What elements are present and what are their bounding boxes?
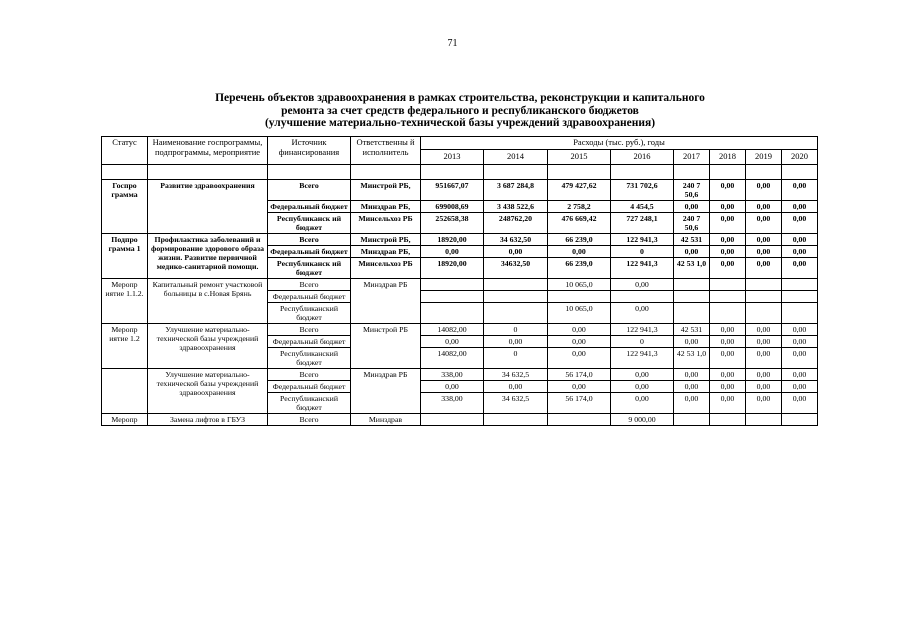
value-cell: 0,00 <box>674 335 710 347</box>
table-row <box>102 233 818 245</box>
value-cell: 0,00 <box>782 245 818 257</box>
row-source: Республиканск ий бюджет <box>268 257 351 278</box>
row-responsible: Минсельхоз РБ <box>351 257 421 278</box>
value-cell: 0,00 <box>421 335 484 347</box>
value-cell <box>421 290 484 302</box>
value-cell: 0,00 <box>746 368 782 380</box>
value-cell: 0,00 <box>746 257 782 278</box>
header-status: Статус <box>102 137 148 165</box>
value-cell: 338,00 <box>421 368 484 380</box>
value-cell: 0,00 <box>611 368 674 380</box>
value-cell <box>548 290 611 302</box>
value-cell: 0,00 <box>746 179 782 200</box>
row-status: Подпро грамма 1 <box>102 233 148 278</box>
spacer-row <box>102 164 818 179</box>
value-cell: 66 239,0 <box>548 233 611 245</box>
value-cell: 0,00 <box>782 380 818 392</box>
value-cell <box>674 278 710 290</box>
value-cell <box>484 413 548 425</box>
value-cell: 0,00 <box>782 347 818 368</box>
row-name: Капитальный ремонт участковой больницы в с.Новая Брянь <box>148 278 268 323</box>
row-responsible: Минздрав РБ <box>351 278 421 323</box>
value-cell: 0,00 <box>782 368 818 380</box>
value-cell <box>782 278 818 290</box>
value-cell: 10 065,0 <box>548 302 611 323</box>
value-cell: 9 000,00 <box>611 413 674 425</box>
value-cell: 0,00 <box>421 245 484 257</box>
value-cell <box>674 413 710 425</box>
value-cell <box>421 302 484 323</box>
value-cell: 0,00 <box>710 380 746 392</box>
value-cell: 727 248,1 <box>611 212 674 233</box>
value-cell: 34 632,5 <box>484 368 548 380</box>
row-source: Федеральный бюджет <box>268 335 351 347</box>
value-cell <box>710 302 746 323</box>
page-number: 71 <box>447 38 458 49</box>
value-cell: 42 531 <box>674 233 710 245</box>
row-source: Всего <box>268 278 351 290</box>
header-name: Наименование госпрограммы, подпрограммы, мероприятие <box>148 137 268 165</box>
value-cell: 0 <box>611 335 674 347</box>
row-source: Всего <box>268 413 351 425</box>
table-row <box>102 278 818 290</box>
value-cell: 66 239,0 <box>548 257 611 278</box>
value-cell: 0,00 <box>782 233 818 245</box>
row-status: Меропр <box>102 413 148 425</box>
value-cell <box>746 278 782 290</box>
row-source: Республиканск ий бюджет <box>268 212 351 233</box>
row-name: Профилактика заболеваний и формирование здорового образа жизни. Развитие первичной медико-санитарной помощи. <box>148 233 268 278</box>
value-cell: 0,00 <box>746 200 782 212</box>
row-source: Всего <box>268 323 351 335</box>
value-cell: 14082,00 <box>421 347 484 368</box>
value-cell <box>484 290 548 302</box>
value-cell: 0,00 <box>710 233 746 245</box>
value-cell: 34632,50 <box>484 257 548 278</box>
value-cell <box>782 413 818 425</box>
value-cell: 731 702,6 <box>611 179 674 200</box>
value-cell: 0,00 <box>421 380 484 392</box>
value-cell: 42 531 <box>674 323 710 335</box>
year-header: 2019 <box>746 149 782 164</box>
value-cell: 0,00 <box>611 302 674 323</box>
row-source: Всего <box>268 233 351 245</box>
value-cell: 0,00 <box>746 347 782 368</box>
year-header: 2014 <box>484 149 548 164</box>
value-cell: 18920,00 <box>421 257 484 278</box>
value-cell: 0,00 <box>746 233 782 245</box>
row-source: Федеральный бюджет <box>268 380 351 392</box>
value-cell: 0,00 <box>611 380 674 392</box>
row-status: Меропр иятие 1.1.2. <box>102 278 148 323</box>
year-header: 2013 <box>421 149 484 164</box>
value-cell <box>548 413 611 425</box>
row-responsible: Минстрой РБ, <box>351 233 421 245</box>
value-cell <box>710 413 746 425</box>
value-cell: 2 758,2 <box>548 200 611 212</box>
value-cell: 0,00 <box>710 392 746 413</box>
value-cell: 0,00 <box>782 335 818 347</box>
year-header: 2015 <box>548 149 611 164</box>
value-cell: 0,00 <box>710 200 746 212</box>
value-cell: 0,00 <box>782 257 818 278</box>
row-responsible: Минздрав РБ, <box>351 245 421 257</box>
value-cell: 248762,20 <box>484 212 548 233</box>
title-line-1: Перечень объектов здравоохранения в рамках строительства, реконструкции и капитального <box>215 92 705 104</box>
header-source: Источник финансирования <box>268 137 351 165</box>
value-cell: 0,00 <box>674 392 710 413</box>
value-cell <box>421 278 484 290</box>
value-cell <box>710 290 746 302</box>
value-cell: 0,00 <box>710 257 746 278</box>
value-cell: 0 <box>611 245 674 257</box>
value-cell <box>484 278 548 290</box>
value-cell: 0,00 <box>674 368 710 380</box>
value-cell: 240 7 50,6 <box>674 212 710 233</box>
table-body <box>102 164 818 425</box>
value-cell: 0,00 <box>746 323 782 335</box>
value-cell: 0,00 <box>710 368 746 380</box>
value-cell: 0,00 <box>548 335 611 347</box>
table-row <box>102 413 818 425</box>
row-name: Улучшение материально-технической базы учреждений здравоохранения <box>148 323 268 368</box>
value-cell: 951667,07 <box>421 179 484 200</box>
value-cell: 0,00 <box>674 380 710 392</box>
value-cell: 42 53 1,0 <box>674 257 710 278</box>
value-cell: 56 174,0 <box>548 392 611 413</box>
value-cell: 122 941,3 <box>611 257 674 278</box>
value-cell: 0,00 <box>710 212 746 233</box>
value-cell: 0,00 <box>710 323 746 335</box>
value-cell <box>674 302 710 323</box>
row-name: Замена лифтов в ГБУЗ <box>148 413 268 425</box>
document-title <box>120 92 800 130</box>
row-responsible: Минздрав РБ <box>351 368 421 413</box>
value-cell <box>782 290 818 302</box>
row-responsible: Минздрав <box>351 413 421 425</box>
value-cell: 4 454,5 <box>611 200 674 212</box>
value-cell: 0,00 <box>710 179 746 200</box>
value-cell: 0,00 <box>782 200 818 212</box>
value-cell: 0,00 <box>782 392 818 413</box>
value-cell: 122 941,3 <box>611 347 674 368</box>
value-cell: 0,00 <box>782 323 818 335</box>
header-responsible: Ответственны й исполнитель <box>351 137 421 165</box>
row-status: Меропр иятие 1.2 <box>102 323 148 368</box>
year-header: 2016 <box>611 149 674 164</box>
value-cell: 0,00 <box>548 347 611 368</box>
expenses-table <box>101 136 818 426</box>
value-cell: 699008,69 <box>421 200 484 212</box>
value-cell <box>611 290 674 302</box>
value-cell: 0,00 <box>746 335 782 347</box>
value-cell <box>674 290 710 302</box>
value-cell <box>746 413 782 425</box>
value-cell: 479 427,62 <box>548 179 611 200</box>
row-responsible: Минстрой РБ <box>351 323 421 368</box>
value-cell <box>484 302 548 323</box>
value-cell: 240 7 50,6 <box>674 179 710 200</box>
value-cell: 56 174,0 <box>548 368 611 380</box>
row-responsible: Минстрой РБ, <box>351 179 421 200</box>
value-cell: 18920,00 <box>421 233 484 245</box>
value-cell: 0,00 <box>548 323 611 335</box>
row-source: Всего <box>268 179 351 200</box>
value-cell: 0,00 <box>674 245 710 257</box>
value-cell <box>710 278 746 290</box>
row-source: Республиканский бюджет <box>268 347 351 368</box>
value-cell: 0,00 <box>484 335 548 347</box>
value-cell: 0,00 <box>484 245 548 257</box>
table-row <box>102 368 818 380</box>
row-status <box>102 368 148 413</box>
row-responsible: Минсельхоз РБ <box>351 212 421 233</box>
row-source: Республиканский бюджет <box>268 302 351 323</box>
value-cell: 338,00 <box>421 392 484 413</box>
value-cell: 0,00 <box>746 392 782 413</box>
value-cell: 0,00 <box>611 278 674 290</box>
row-name: Развитие здравоохранения <box>148 179 268 233</box>
value-cell: 0,00 <box>548 380 611 392</box>
value-cell <box>746 290 782 302</box>
value-cell: 0 <box>484 347 548 368</box>
value-cell <box>782 302 818 323</box>
value-cell: 252658,38 <box>421 212 484 233</box>
row-source: Республиканский бюджет <box>268 392 351 413</box>
value-cell <box>421 413 484 425</box>
row-source: Всего <box>268 368 351 380</box>
value-cell: 0,00 <box>782 179 818 200</box>
row-source: Федеральный бюджет <box>268 290 351 302</box>
value-cell: 0,00 <box>746 380 782 392</box>
year-header: 2018 <box>710 149 746 164</box>
value-cell: 0,00 <box>746 212 782 233</box>
value-cell: 0,00 <box>782 212 818 233</box>
value-cell: 0 <box>484 323 548 335</box>
year-header: 2017 <box>674 149 710 164</box>
value-cell: 34 632,5 <box>484 392 548 413</box>
value-cell: 0,00 <box>710 347 746 368</box>
value-cell: 0,00 <box>746 245 782 257</box>
value-cell: 0,00 <box>548 245 611 257</box>
value-cell: 34 632,50 <box>484 233 548 245</box>
value-cell: 0,00 <box>484 380 548 392</box>
row-name: Улучшение материально-технической базы учреждений здравоохранения <box>148 368 268 413</box>
value-cell: 42 53 1,0 <box>674 347 710 368</box>
table-row <box>102 179 818 200</box>
value-cell: 0,00 <box>710 245 746 257</box>
value-cell: 122 941,3 <box>611 233 674 245</box>
value-cell <box>746 302 782 323</box>
value-cell: 10 065,0 <box>548 278 611 290</box>
value-cell: 0,00 <box>611 392 674 413</box>
value-cell: 0,00 <box>710 335 746 347</box>
row-status: Госпро грамма <box>102 179 148 233</box>
header-expenses: Расходы (тыс. руб.), годы <box>421 137 818 150</box>
row-source: Федеральный бюджет <box>268 245 351 257</box>
row-responsible: Минздрав РБ, <box>351 200 421 212</box>
year-header: 2020 <box>782 149 818 164</box>
value-cell: 3 438 522,6 <box>484 200 548 212</box>
value-cell: 3 687 284,8 <box>484 179 548 200</box>
value-cell: 122 941,3 <box>611 323 674 335</box>
row-source: Федеральный бюджет <box>268 200 351 212</box>
title-line-2: ремонта за счет средств федерального и республиканского бюджетов <box>281 104 639 117</box>
value-cell: 0,00 <box>674 200 710 212</box>
title-line-3: (улучшение материально-технической базы учреждений здравоохранения) <box>264 117 656 129</box>
value-cell: 14082,00 <box>421 323 484 335</box>
table-row <box>102 323 818 335</box>
value-cell: 476 669,42 <box>548 212 611 233</box>
